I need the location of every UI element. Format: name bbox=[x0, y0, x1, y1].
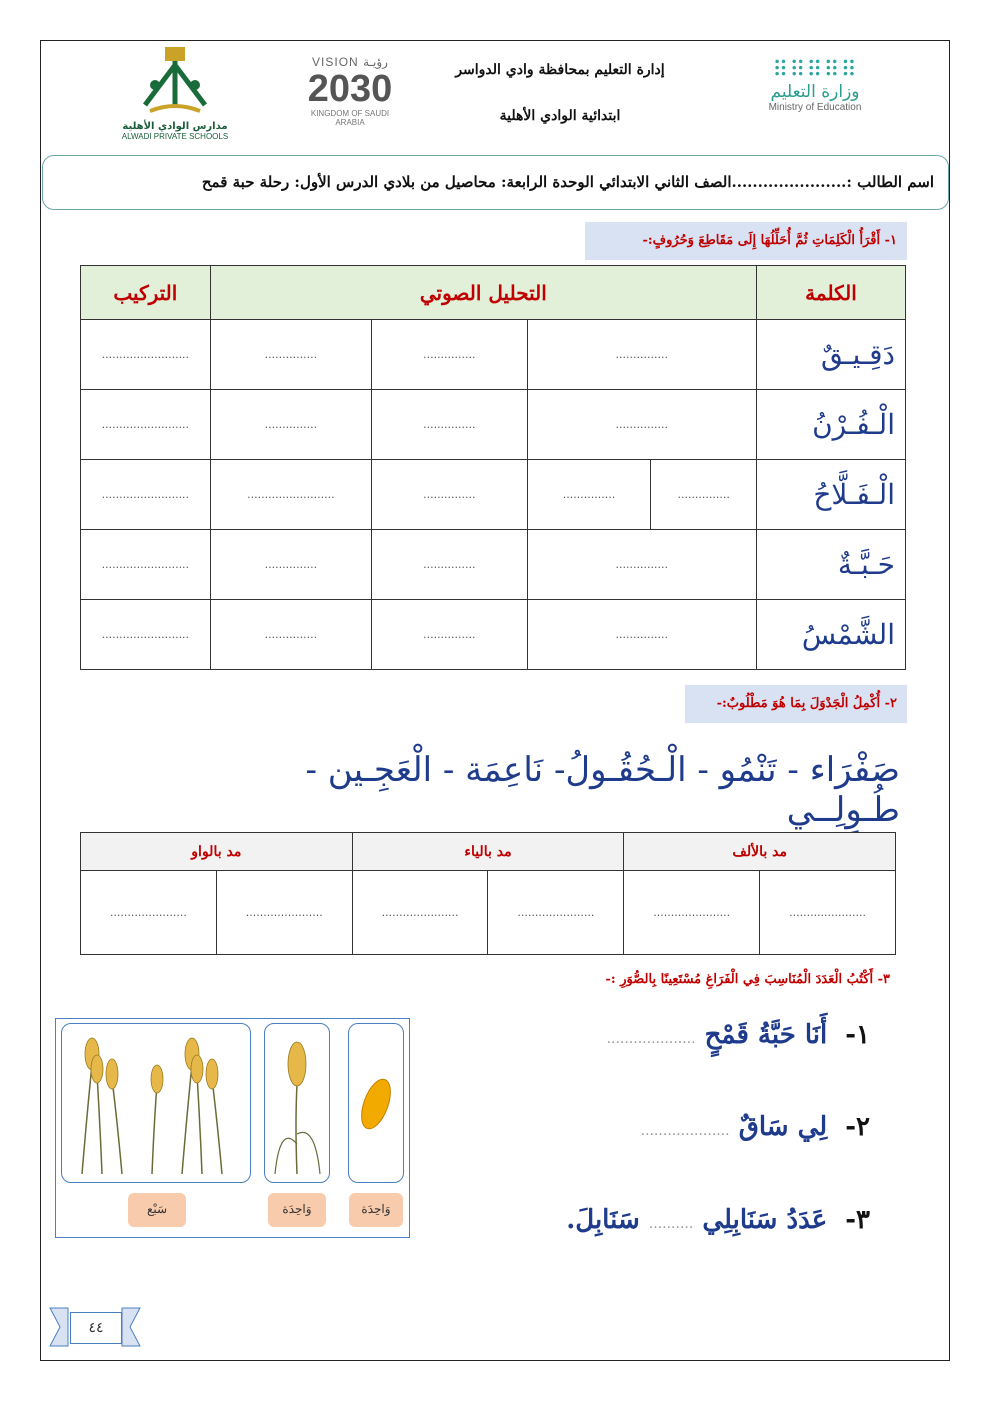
analysis-cell[interactable]: ............... bbox=[372, 320, 528, 390]
logo-name-ar: مدارس الوادي الأهلية bbox=[122, 121, 228, 132]
header-waw: مد بالواو bbox=[81, 833, 353, 871]
vision-sub: KINGDOM OF SAUDI ARABIA bbox=[310, 109, 390, 127]
section2-instruction: ٢- أُكْمِلُ الْجَدْوَلَ بِمَا هُوَ مَطْلُوبٌ:- bbox=[685, 685, 907, 723]
header-word: الكلمة bbox=[756, 266, 905, 320]
word-cell: الْـفُـرْنُ bbox=[756, 390, 905, 460]
answer-cell[interactable]: ...................... bbox=[760, 871, 896, 955]
word-cell: دَقِـيـقٌ bbox=[756, 320, 905, 390]
wheat-grain-icon bbox=[349, 1024, 403, 1182]
analysis-cell[interactable]: ............... bbox=[210, 600, 371, 670]
analysis-cell[interactable]: ............... bbox=[527, 460, 651, 530]
school-emblem-icon bbox=[135, 45, 215, 117]
question-2 bbox=[440, 1112, 870, 1142]
wheat-stalk-icon bbox=[265, 1024, 329, 1182]
wheat-seven-panel bbox=[61, 1023, 251, 1183]
compose-cell[interactable]: ......................... bbox=[81, 460, 211, 530]
vision-label: VISION رؤيـة bbox=[312, 55, 388, 69]
analysis-cell[interactable]: ............... bbox=[372, 530, 528, 600]
vision-year: 2030 bbox=[307, 68, 393, 110]
answer-cell[interactable]: ...................... bbox=[216, 871, 352, 955]
answer-blank[interactable]: .......... bbox=[648, 1216, 694, 1232]
question-3 bbox=[420, 1205, 870, 1235]
header-alef: مد بالألف bbox=[624, 833, 896, 871]
analysis-cell[interactable]: ............... bbox=[651, 460, 757, 530]
answer-cell[interactable]: ...................... bbox=[624, 871, 760, 955]
school-logo bbox=[115, 45, 235, 150]
analysis-cell[interactable]: ............... bbox=[527, 600, 756, 670]
word-cell: الشَّمْسُ bbox=[756, 600, 905, 670]
vision-2030-logo bbox=[300, 55, 400, 145]
school-title: ابتدائية الوادي الأهلية bbox=[499, 108, 621, 124]
header-analysis: التحليل الصوتي bbox=[210, 266, 756, 320]
question-tail: سَنَابِلَ. bbox=[566, 1205, 640, 1235]
analysis-cell[interactable]: ............... bbox=[210, 530, 371, 600]
section1-instruction: ١- أَقْرَأُ الْكَلِمَاتِ ثُمَّ أُحَلِّلُهَا إِلَى مَقَاطِعَ وَحُرُوفٍ:- bbox=[585, 222, 907, 260]
analysis-cell[interactable]: ............... bbox=[372, 600, 528, 670]
analysis-cell[interactable]: ............... bbox=[527, 320, 756, 390]
word-cell: الْـفَـلَّاحُ bbox=[756, 460, 905, 530]
ministry-dots-icon: ⠿⠿⠿⠿⠿ bbox=[772, 58, 858, 83]
question-text: لِي سَاقٌ bbox=[738, 1112, 828, 1142]
ministry-logo bbox=[735, 60, 895, 140]
answer-cell[interactable]: ...................... bbox=[488, 871, 624, 955]
table-row bbox=[81, 871, 896, 955]
table-row bbox=[81, 600, 906, 670]
compose-cell[interactable]: ......................... bbox=[81, 530, 211, 600]
madd-table bbox=[80, 832, 896, 955]
analysis-cell[interactable]: ............... bbox=[527, 530, 756, 600]
ministry-name-ar: وزارة التعليم bbox=[770, 82, 860, 102]
question-text: أَنَا حَبَّةُ قَمْحٍ bbox=[704, 1020, 828, 1050]
tag-one-stalk: وَاحِدَة bbox=[268, 1193, 326, 1227]
student-info-box bbox=[42, 155, 949, 210]
compose-cell[interactable]: ......................... bbox=[81, 390, 211, 460]
answer-cell[interactable]: ...................... bbox=[352, 871, 488, 955]
answer-cell[interactable]: ...................... bbox=[81, 871, 217, 955]
wheat-stalk-panel bbox=[264, 1023, 330, 1183]
question-number: ٢- bbox=[845, 1112, 870, 1142]
question-text: عَدَدُ سَنَابِلِي bbox=[702, 1205, 828, 1235]
word-cell: حَـبَّـةٌ bbox=[756, 530, 905, 600]
ministry-name-en: Ministry of Education bbox=[768, 102, 862, 113]
analysis-cell[interactable]: ............... bbox=[372, 460, 528, 530]
section2-words-line: صَفْرَاء - تَنْمُو - الْـحُقُـولُ- نَاعِمَة - الْعَجِـين - طُـوِلِــي bbox=[305, 750, 900, 830]
table-row bbox=[81, 530, 906, 600]
table-row bbox=[81, 320, 906, 390]
analysis-cell[interactable]: ............... bbox=[210, 390, 371, 460]
wheat-bundle-icon bbox=[62, 1024, 250, 1182]
analysis-cell[interactable]: ............... bbox=[372, 390, 528, 460]
header-compose: التركيب bbox=[81, 266, 211, 320]
tag-one-grain: وَاحِدَة bbox=[349, 1193, 403, 1227]
wheat-grain-panel bbox=[348, 1023, 404, 1183]
tag-seven: سَبْع bbox=[128, 1193, 186, 1227]
answer-blank[interactable]: .................... bbox=[606, 1031, 696, 1047]
question-number: ٣- bbox=[845, 1205, 870, 1235]
student-info-line: اسم الطالب :......................الصف الثاني الابتدائي الوحدة الرابعة: محاصيل من بلادي الدرس الأول: رحلة حبة قمح bbox=[201, 173, 934, 191]
wheat-images-box bbox=[55, 1018, 410, 1238]
analysis-cell[interactable]: ......................... bbox=[210, 460, 371, 530]
section3-instruction: ٣- أَكْتُبُ الْعَدَدَ الْمُنَاسِبَ فِي الْفَرَاغِ مُسْتَعِينًا بِالصُّوَرِ :- bbox=[605, 972, 890, 987]
header-yaa: مد بالياء bbox=[352, 833, 624, 871]
compose-cell[interactable]: ......................... bbox=[81, 600, 211, 670]
table-row bbox=[81, 390, 906, 460]
compose-cell[interactable]: ......................... bbox=[81, 320, 211, 390]
page-number-badge bbox=[48, 1304, 142, 1350]
question-number: ١- bbox=[845, 1020, 870, 1050]
answer-blank[interactable]: .................... bbox=[640, 1123, 730, 1139]
admin-title: إدارة التعليم بمحافظة وادي الدواسر bbox=[455, 62, 665, 78]
logo-name-en: ALWADI PRIVATE SCHOOLS bbox=[121, 132, 229, 141]
table-row bbox=[81, 460, 906, 530]
analysis-cell[interactable]: ............... bbox=[210, 320, 371, 390]
analysis-table bbox=[80, 265, 906, 670]
page-number: ٤٤ bbox=[70, 1312, 122, 1344]
question-1 bbox=[440, 1020, 870, 1050]
analysis-cell[interactable]: ............... bbox=[527, 390, 756, 460]
